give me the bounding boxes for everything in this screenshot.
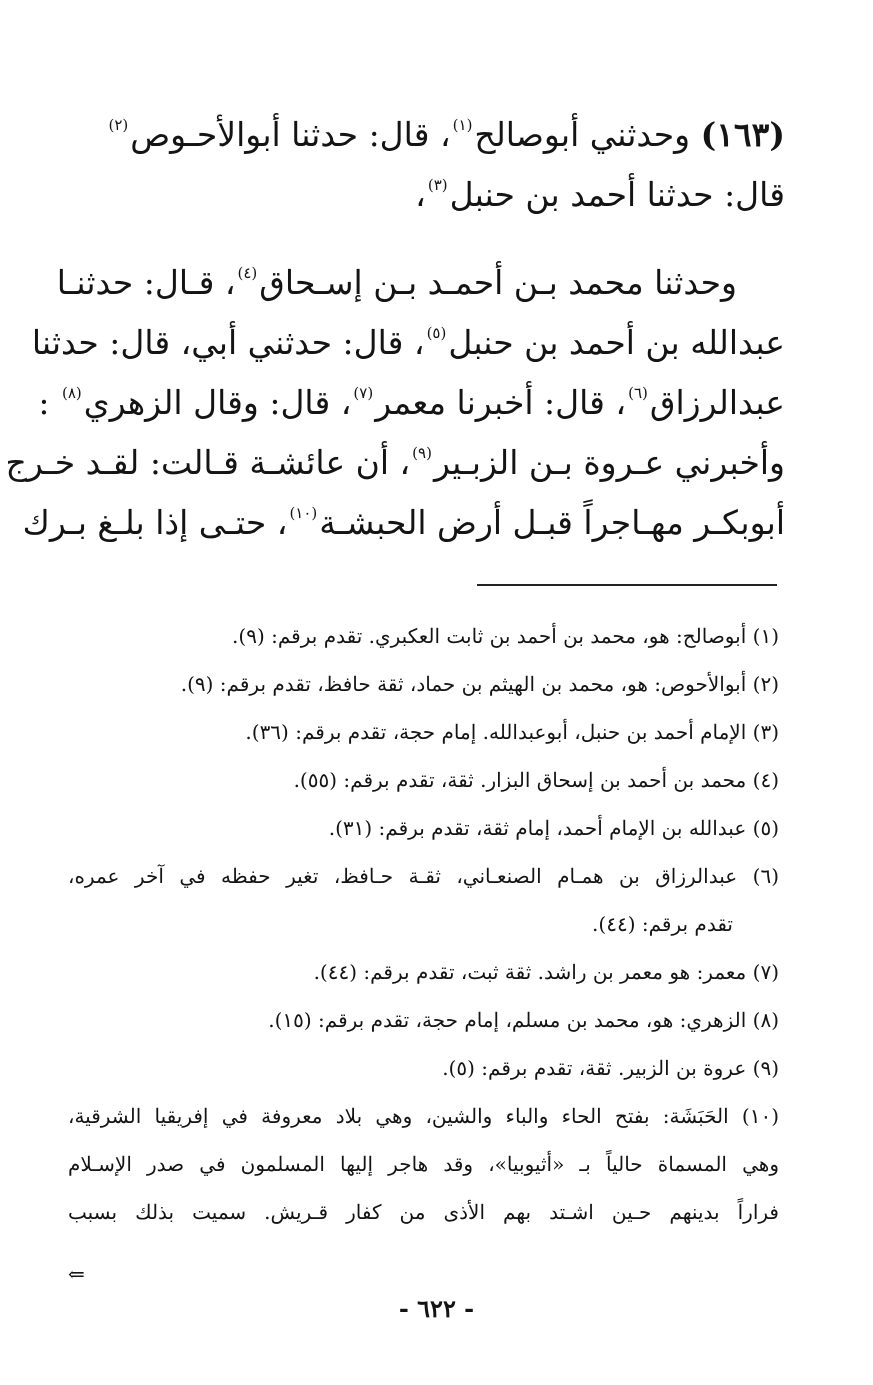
footnote-5: (٥) عبدالله بن الإمام أحمد، إمام ثقة، تقدم برقم: (٣١). (328, 816, 779, 840)
footnote-ref-2[interactable]: (٢) (108, 116, 129, 134)
footnote-ref-5[interactable]: (٥) (426, 324, 447, 342)
hadith-line-4 (31, 313, 785, 373)
footnote-2: (٢) أبوالأحوص: هو، محمد بن الهيثم بن حماد، ثقة حافظ، تقدم برقم: (٩). (180, 672, 779, 696)
footnote-3: (٣) الإمام أحمد بن حنبل، أبوعبدالله. إمام حجة، تقدم برقم: (٣٦). (245, 720, 779, 744)
text-segment: وحدثني أبوصالح (474, 115, 691, 154)
footnote-10-continued-2: فراراً بدينهم حـين اشـتد بهم الأذى من كفار قـريش. سميت بذلك بسبب (68, 1200, 779, 1224)
text-segment: وأخبرني عـروة بـن الزبـير (433, 443, 785, 482)
footnote-ref-9[interactable]: (٩) (412, 444, 432, 462)
text-segment: ، (415, 175, 426, 214)
hadith-text (5, 105, 785, 553)
hadith-number: (١٦٣) (700, 115, 785, 154)
footnotes (68, 612, 779, 1236)
hadith-line-5 (38, 373, 785, 433)
footnote-ref-8[interactable]: (٨) (61, 384, 82, 402)
hadith-line-3 (56, 253, 785, 313)
footnote-10: (١٠) الحَبَشَة: بفتح الحاء والباء والشين، وهي بلاد معروفة في إفريقيا الشرقية، (68, 1104, 779, 1128)
text-segment: عبدالله بن أحمد بن حنبل (448, 323, 785, 362)
text-segment: ، قال: أخبرنا معمر (375, 383, 627, 422)
text-segment: ، قال: حدثني أبي، قال: حدثنا (31, 323, 425, 362)
text-segment: ، أن عائشـة قـالت: لقـد خـرج (5, 443, 411, 482)
hadith-line-6 (5, 433, 785, 493)
text-segment: وحدثنا محمد بـن أحمـد بـن إسـحاق (259, 263, 737, 302)
text-segment: أبوبكـر مهـاجراً قبـل أرض الحبشـة (319, 503, 785, 542)
footnote-4: (٤) محمد بن أحمد بن إسحاق البزار. ثقة، تقدم برقم: (٥٥). (293, 768, 779, 792)
footnote-ref-4[interactable]: (٤) (237, 264, 258, 282)
continue-arrow-icon: ⇐ (68, 1262, 85, 1286)
hadith-line-2 (68, 165, 785, 225)
footnote-ref-6[interactable]: (٦) (628, 384, 648, 402)
footnote-ref-7[interactable]: (٧) (353, 384, 374, 402)
footnote-8: (٨) الزهري: هو، محمد بن مسلم، إمام حجة، تقدم برقم: (١٥). (268, 1008, 779, 1032)
footnote-1: (١) أبوصالح: هو، محمد بن أحمد بن ثابت العكبري. تقدم برقم: (٩). (232, 624, 779, 648)
footnote-9: (٩) عروة بن الزبير. ثقة، تقدم برقم: (٥). (442, 1056, 779, 1080)
footnote-7: (٧) معمر: هو معمر بن راشد. ثقة ثبت، تقدم برقم: (٤٤). (313, 960, 779, 984)
text-segment: ، قال: وقال الزهري (83, 383, 352, 422)
hadith-line-7 (22, 493, 785, 553)
text-segment: ، حتـى إذا بلـغ بـرك (22, 503, 288, 542)
text-segment: ، قـال: حدثنـا (56, 263, 236, 302)
text-segment: قال: حدثنا أحمد بن حنبل (449, 175, 785, 214)
footnote-ref-10[interactable]: (١٠) (289, 504, 318, 522)
footnote-6: (٦) عبدالرزاق بن همـام الصنعـاني، ثقـة حـافظ، تغير حفظه في آخر عمره، (68, 864, 779, 888)
text-segment: : (38, 383, 50, 422)
footnote-10-continued-1: وهي المسماة حالياً بـ «أثيوبيا»، وقد هاجر إليها المسلمون في صدر الإسـلام (68, 1152, 779, 1176)
page-number: - ٦٢٢ - (398, 1294, 475, 1323)
footnote-separator (477, 584, 777, 586)
footnote-6-continued: تقدم برقم: (٤٤). (592, 912, 733, 936)
footnote-ref-1[interactable]: (١) (452, 116, 473, 134)
footnote-ref-3[interactable]: (٣) (427, 176, 448, 194)
hadith-line-1 (68, 105, 785, 165)
text-segment: عبدالرزاق (649, 383, 785, 422)
text-segment: ، قال: حدثنا أبوالأحـوص (130, 115, 451, 154)
